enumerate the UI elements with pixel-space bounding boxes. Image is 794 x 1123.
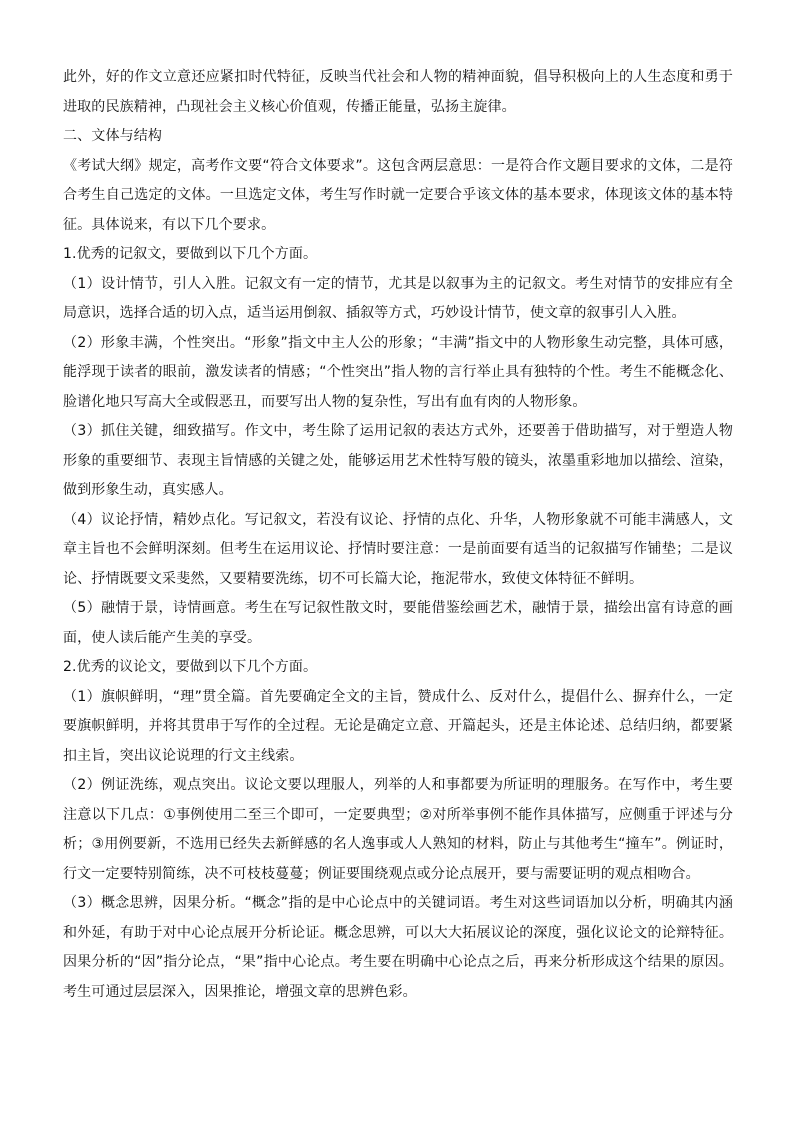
argumentative-point-2: （2）例证洗练，观点突出。议论文要以理服人，列举的人和事都要为所证明的理服务。在写作中，考生要注意以下几点：①事例使用二至三个即可，一定要典型；②对所举事例不能作具体描写，应侧重于评述与分析；③用例要新，不选用已经失去新鲜感的名人逸事或人人熟知的材料，防止与其他考生“撞车”。例证时，行文一定要特别简练，决不可枝枝蔓蔓；例证要围绕观点或分论点展开，要与需要证明的观点相吻合。 — [63, 777, 733, 882]
paragraph-intro-continuation: 此外，好的作文立意还应紧扣时代特征，反映当代社会和人物的精神面貌，倡导积极向上的人生态度和勇于进取的民族精神，凸现社会主义核心价值观，传播正能量，弘扬主旋律。 — [63, 69, 733, 115]
section-heading-style-structure: 二、文体与结构 — [63, 128, 163, 144]
subheading-narrative: 1.优秀的记叙文，要做到以下几个方面。 — [63, 246, 318, 262]
argumentative-point-1: （1）旗帜鲜明，“理”贯全篇。首先要确定全文的主旨，赞成什么、反对什么，提倡什么、摒弃什么，一定要旗帜鲜明，并将其贯串于写作的全过程。无论是确定立意、开篇起头，还是主体论述、总结归纳，都要紧扣主旨，突出议论说理的行文主线索。 — [63, 688, 733, 764]
narrative-point-5: （5）融情于景，诗情画意。考生在写记叙性散文时，要能借鉴绘画艺术，融情于景，描绘出富有诗意的画面，使人读后能产生美的享受。 — [63, 600, 733, 646]
narrative-point-1: （1）设计情节，引人入胜。记叙文有一定的情节，尤其是以叙事为主的记叙文。考生对情节的安排应有全局意识，选择合适的切入点，适当运用倒叙、插叙等方式，巧妙设计情节，使文章的叙事引人入胜。 — [63, 275, 733, 321]
paragraph-exam-requirements: 《考试大纲》规定，高考作文要“符合文体要求”。这包含两层意思：一是符合作文题目要求的文体，二是符合考生自己选定的文体。一旦选定文体，考生写作时就一定要合乎该文体的基本要求，体现该文体的基本特征。具体说来，有以下几个要求。 — [63, 157, 733, 233]
narrative-point-4: （4）议论抒情，精妙点化。写记叙文，若没有议论、抒情的点化、升华，人物形象就不可能丰满感人，文章主旨也不会鲜明深刻。但考生在运用议论、抒情时要注意：一是前面要有适当的记叙描写作铺垫；二是议论、抒情既要文采斐然，又要精要洗练，切不可长篇大论，拖泥带水，致使文体特征不鲜明。 — [63, 511, 733, 587]
narrative-point-2: （2）形象丰满，个性突出。“形象”指文中主人公的形象；“丰满”指文中的人物形象生动完整，具体可感，能浮现于读者的眼前，激发读者的情感；“个性突出”指人物的言行举止具有独特的个性。考生不能概念化、脸谱化地只写高大全或假恶丑，而要写出人物的复杂性，写出有血有肉的人物形象。 — [63, 334, 733, 410]
document-body — [63, 63, 733, 1007]
narrative-point-3: （3）抓住关键，细致描写。作文中，考生除了运用记叙的表达方式外，还要善于借助描写，对于塑造人物形象的重要细节、表现主旨情感的关键之处，能够运用艺术性特写般的镜头，浓墨重彩地加以描绘、渲染，做到形象生动，真实感人。 — [63, 423, 733, 498]
argumentative-point-3: （3）概念思辨，因果分析。“概念”指的是中心论点中的关键词语。考生对这些词语加以分析，明确其内涵和外延，有助于对中心论点展开分析论证。概念思辨，可以大大拓展议论的深度，强化议论文的论辩特征。因果分析的“因”指分论点，“果”指中心论点。考生要在明确中心论点之后，再来分析形成这个结果的原因。考生可通过层层深入，因果推论，增强文章的思辨色彩。 — [63, 895, 733, 1000]
subheading-argumentative: 2.优秀的议论文，要做到以下几个方面。 — [63, 659, 318, 675]
